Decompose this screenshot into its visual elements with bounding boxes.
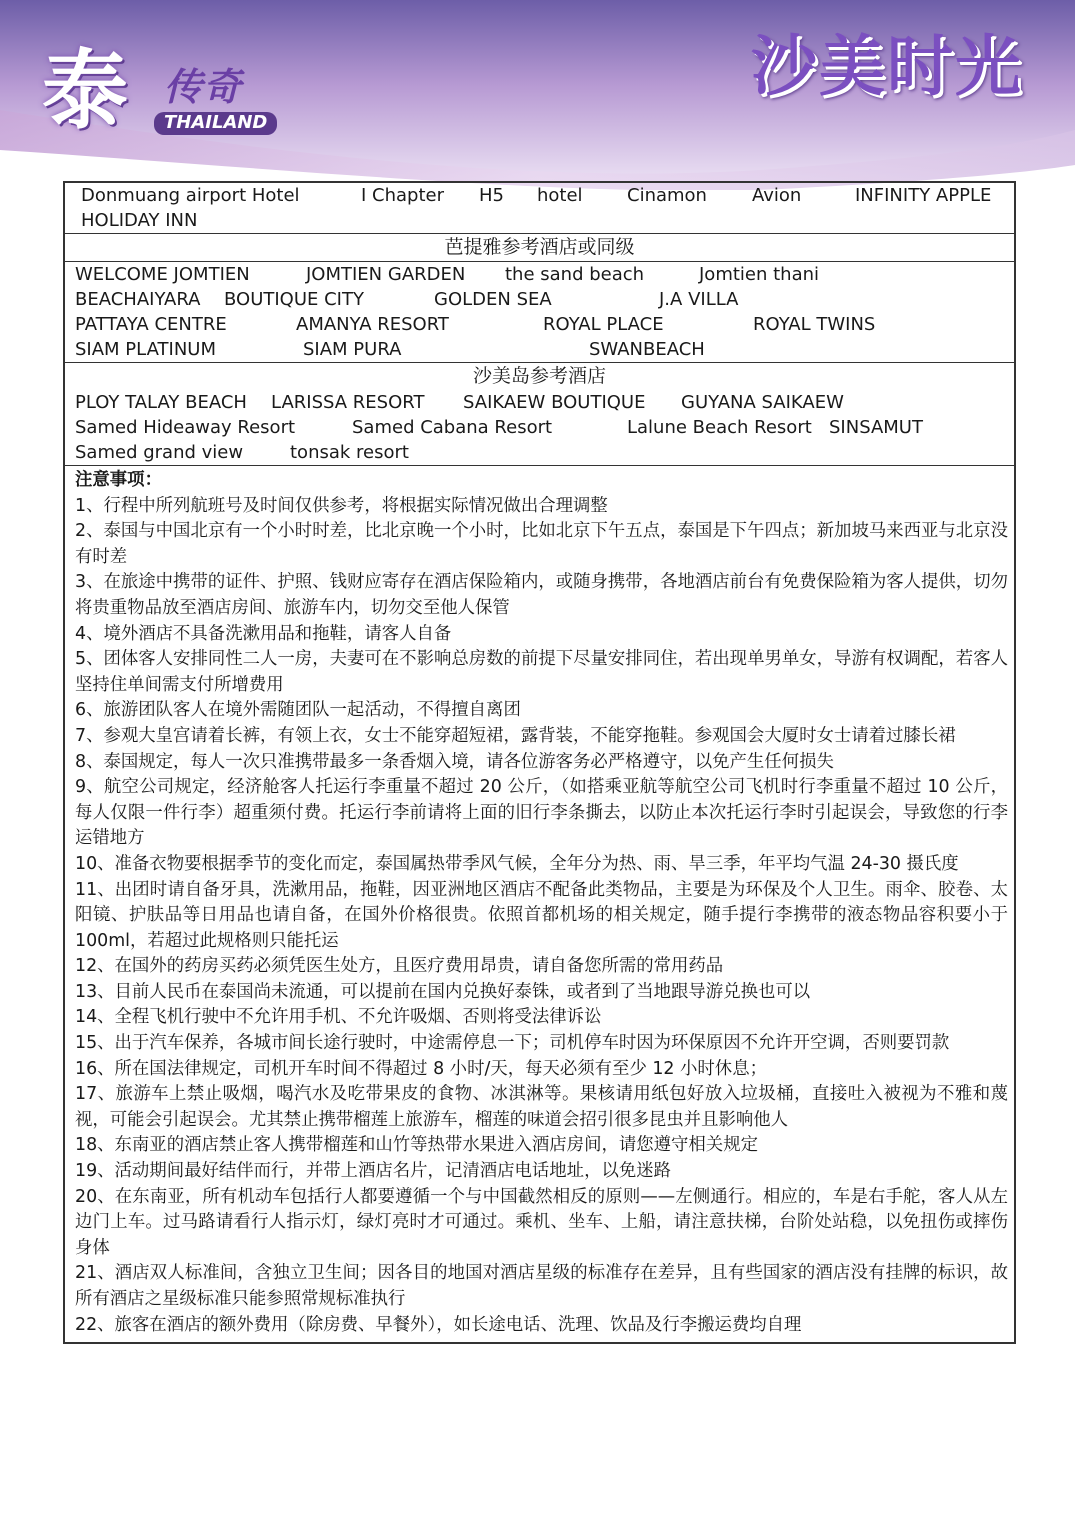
hotel-name: J.A VILLA [659, 289, 739, 310]
hotel-name: GOLDEN SEA [434, 289, 552, 310]
pattaya-hotel-section [65, 234, 1014, 363]
note-item: 14、全程飞机行驶中不允许用手机、不允许吸烟、否则将受法律诉讼 [75, 1007, 602, 1028]
note-item: 17、旅游车上禁止吸烟，喝汽水及吃带果皮的食物、冰淇淋等。果核请用纸包好放入垃圾桶，直接吐入被视为不雅和蔑视，可能会引起误会。尤其禁止携带榴莲上旅游车，榴莲的味道会招引很多昆虫并且影响他人 [75, 1084, 1008, 1130]
hotel-name: SWANBEACH [589, 339, 705, 360]
hotel-row [65, 415, 1014, 440]
hotel-name: GUYANA SAIKAEW [681, 392, 844, 413]
header-banner [0, 0, 1075, 190]
section-title: 沙美岛参考酒店 [472, 365, 606, 387]
hotel-name: Samed Cabana Resort [352, 417, 553, 438]
hotel-name: SAIKAEW BOUTIQUE [463, 392, 646, 413]
logo-character: 泰 [42, 40, 128, 141]
hotel-name: SIAM PURA [303, 339, 402, 360]
hotel-name: ROYAL PLACE [543, 314, 664, 335]
hotel-name: Lalune Beach Resort [627, 417, 812, 438]
hotel-name: Cinamon [627, 185, 707, 206]
hotel-name: SINSAMUT [829, 417, 923, 438]
hotel-name: tonsak resort [290, 442, 409, 463]
hotel-name: PATTAYA CENTRE [75, 314, 227, 335]
hotel-name: Samed grand view [75, 442, 244, 463]
hotel-row [65, 337, 1014, 362]
note-item: 20、在东南亚，所有机动车包括行人都要遵循一个与中国截然相反的原则——左侧通行。相应的，车是右手舵，客人从左边门上车。过马路请看行人指示灯，绿灯亮时才可通过。乘机、坐车、上船，请注意扶梯，台阶处站稳，以免扭伤或摔伤身体 [75, 1186, 1008, 1258]
note-item: 8、泰国规定，每人一次只准携带最多一条香烟入境，请各位游客务必严格遵守，以免产生任何损失 [75, 751, 834, 772]
logo-country: THAILAND [154, 112, 277, 135]
hotel-row [65, 390, 1014, 415]
note-item: 3、在旅途中携带的证件、护照、钱财应寄存在酒店保险箱内，或随身携带，各地酒店前台有免费保险箱为客人提供，切勿将贵重物品放至酒店房间、旅游车内，切勿交至他人保管 [75, 572, 1008, 618]
note-item: 11、出团时请自备牙具，洗漱用品，拖鞋，因亚洲地区酒店不配备此类物品，主要是为环保及个人卫生。雨伞、胶卷、太阳镜、护肤品等日用品也请自备，在国外价格很贵。依照首都机场的相关规定，随手提行李携带的液态物品容积要小于 100ml，若超过此规格则只能托运 [75, 879, 1008, 951]
logo-text: 传奇 [164, 65, 243, 109]
page-title: 沙美时光 [751, 28, 1023, 105]
hotel-name: AMANYA RESORT [296, 314, 449, 335]
bangkok-hotel-section [65, 183, 1014, 234]
hotel-name: Jomtien thani [699, 264, 820, 285]
note-item: 16、所在国法律规定，司机开车时间不得超过 8 小时/天，每天必须有至少 12 小时休息； [75, 1058, 767, 1079]
hotel-name: Donmuang airport Hotel [81, 185, 300, 206]
note-item: 22、旅客在酒店的额外费用（除房费、早餐外），如长途电话、洗理、饮品及行李搬运费均自理 [75, 1314, 802, 1335]
note-item: 4、境外酒店不具备洗漱用品和拖鞋，请客人自备 [75, 623, 452, 644]
hotel-name: hotel [537, 185, 583, 206]
hotel-name: BEACHAIYARA [75, 289, 201, 310]
hotel-name: the sand beach [505, 264, 645, 285]
hotel-name: ROYAL TWINS [753, 314, 876, 335]
note-item: 9、航空公司规定，经济舱客人托运行李重量不超过 20 公斤，（如搭乘亚航等航空公司飞机时行李重量不超过 10 公斤，每人仅限一件行李）超重须付费。托运行李前请将上面的旧行李条撕去，以防止本次托运行李时引起误会，导致您的行李运错地方 [75, 777, 1008, 849]
hotel-name: I Chapter [361, 185, 444, 206]
note-item: 15、出于汽车保养，各城市间长途行驶时，中途需停息一下；司机停车时因为环保原因不允许开空调，否则要罚款 [75, 1033, 950, 1054]
hotel-row [65, 312, 1014, 337]
note-item: 6、旅游团队客人在境外需随团队一起活动，不得擅自离团 [75, 700, 521, 721]
hotel-row [65, 208, 1014, 233]
logo [24, 20, 294, 140]
hotel-row [65, 287, 1014, 312]
hotel-name: Samed Hideaway Resort [75, 417, 296, 438]
note-item: 19、活动期间最好结伴而行，并带上酒店名片，记清酒店电话地址，以免迷路 [75, 1161, 672, 1182]
hotel-info-box [63, 181, 1016, 1344]
note-item: 1、行程中所列航班号及时间仅供参考，将根据实际情况做出合理调整 [75, 495, 608, 516]
note-item: 13、目前人民币在泰国尚未流通，可以提前在国内兑换好泰铢，或者到了当地跟导游兑换也可以 [75, 981, 811, 1002]
hotel-name: Avion [752, 185, 802, 206]
notes-heading: 注意事项： [75, 470, 162, 490]
samet-hotel-section [65, 363, 1014, 466]
note-item: 5、团体客人安排同性二人一房，夫妻可在不影响总房数的前提下尽量安排同住，若出现单男单女，导游有权调配，若客人坚持住单间需支付所增费用 [75, 649, 1008, 695]
note-item: 10、准备衣物要根据季节的变化而定，泰国属热带季风气候，全年分为热、雨、旱三季，年平均气温 24-30 摄氏度 [75, 853, 959, 874]
hotel-name: H5 [479, 185, 504, 206]
hotel-row [65, 262, 1014, 287]
note-item: 7、参观大皇宫请着长裤，有领上衣，女士不能穿超短裙，露背装，不能穿拖鞋。参观国会大厦时女士请着过膝长裙 [75, 725, 956, 746]
hotel-name: PLOY TALAY BEACH [75, 392, 247, 413]
note-item: 18、东南亚的酒店禁止客人携带榴莲和山竹等热带水果进入酒店房间，请您遵守相关规定 [75, 1135, 758, 1156]
hotel-name: BOUTIQUE CITY [224, 289, 364, 310]
hotel-row [65, 440, 1014, 465]
note-item: 12、在国外的药房买药必须凭医生处方，且医疗费用昂贵，请自备您所需的常用药品 [75, 956, 724, 977]
hotel-name: WELCOME JOMTIEN [75, 264, 250, 285]
note-item: 21、酒店双人标准间，含独立卫生间；因各目的地国对酒店星级的标准存在差异，且有些国家的酒店没有挂牌的标识，故所有酒店之星级标准只能参照常规标准执行 [75, 1263, 1008, 1309]
hotel-row [65, 183, 1014, 208]
notes-section [65, 466, 1014, 1344]
section-title: 芭提雅参考酒店或同级 [65, 234, 1014, 262]
hotel-name: LARISSA RESORT [271, 392, 425, 413]
hotel-name: HOLIDAY INN [81, 210, 198, 231]
hotel-name: SIAM PLATINUM [75, 339, 216, 360]
hotel-name: INFINITY APPLE [855, 185, 992, 206]
note-item: 2、泰国与中国北京有一个小时时差，比北京晚一个小时，比如北京下午五点，泰国是下午四点；新加坡马来西亚与北京没有时差 [75, 521, 1008, 567]
hotel-name: JOMTIEN GARDEN [306, 264, 466, 285]
